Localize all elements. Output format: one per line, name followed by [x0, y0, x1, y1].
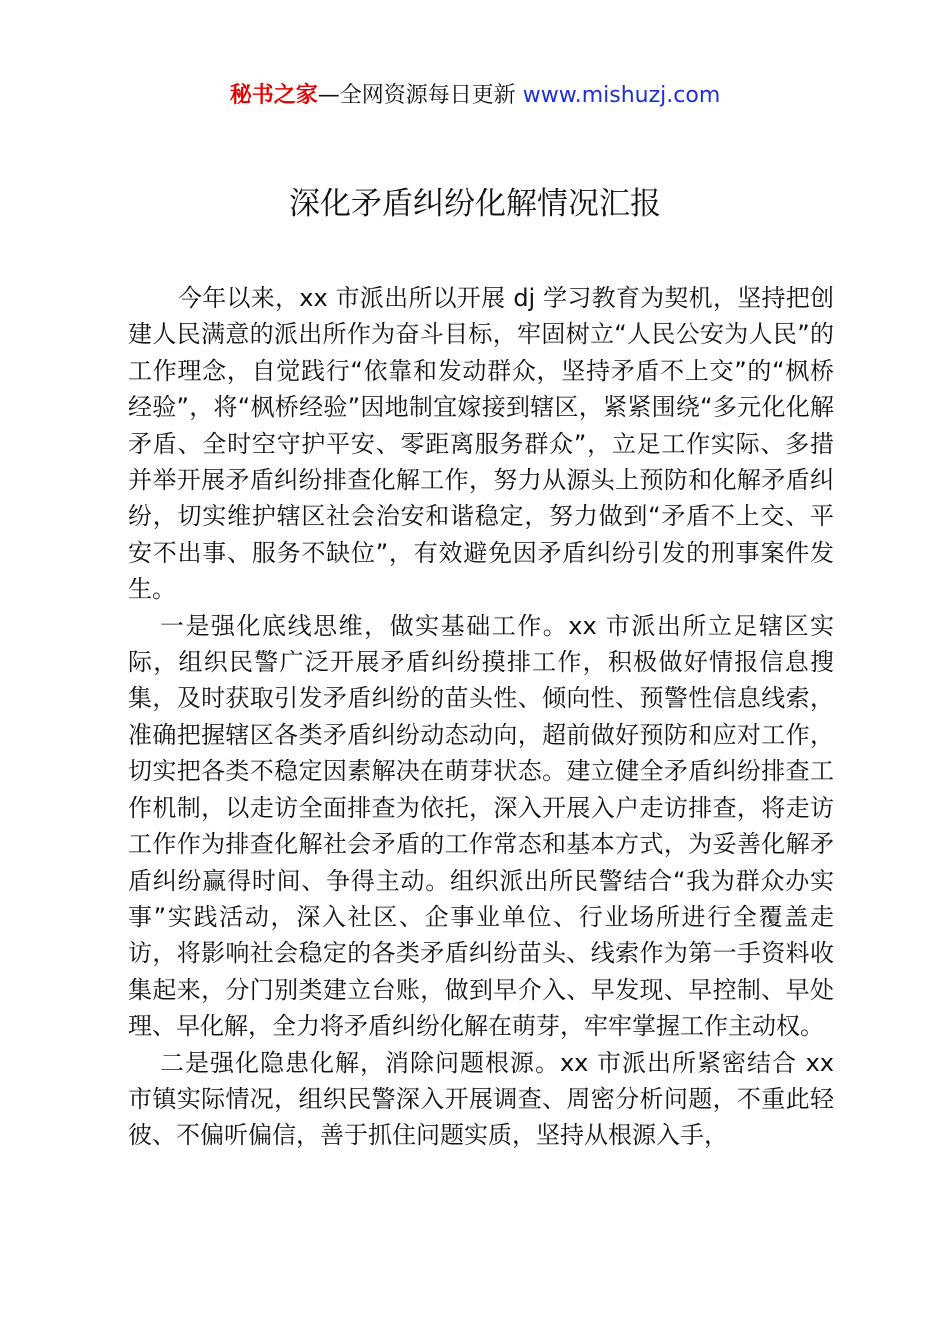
paragraph-point-two [128, 1045, 834, 1154]
paragraph-point-one [128, 608, 834, 1045]
paragraph-text: xx 市派出所立足辖区实际，组织民警广泛开展矛盾纠纷摸排工作，积极做好情报信息搜集，及时获取引发矛盾纠纷的苗头性、倾向性、预警性信息线索，准确把握辖区各类矛盾纠纷动态动向，超前做好预防和应对工作，切实把各类不稳定因素解决在萌芽状态。建立健全矛盾纠纷排查工作机制，以走访全面排查为依托，深入开展入户走访排查，将走访工作作为排查化解社会矛盾的工作常态和基本方式，为妥善化解矛盾纠纷赢得时间、争得主动。组织派出所民警结合“我为群众办实事”实践活动，深入社区、企事业单位、行业场所进行全覆盖走访，将影响社会稳定的各类矛盾纠纷苗头、线索作为第一手资料收集起来，分门别类建立台账，做到早介入、早发现、早控制、早处理、早化解，全力将矛盾纠纷化解在萌芽，牢牢掌握工作主动权。 [128, 611, 834, 1041]
brand-name: 秘书之家 [229, 83, 318, 108]
paragraph-lead: 一是强化底线思维，做实基础工作。 [160, 611, 569, 640]
document-body [128, 280, 834, 1154]
banner-tagline: —全网资源每日更新 [317, 83, 523, 108]
paragraph-lead: 二是强化隐患化解，消除问题根源。 [160, 1048, 560, 1077]
site-banner [0, 80, 950, 112]
document-title: 深化矛盾纠纷化解情况汇报 [289, 186, 661, 222]
paragraph-text: xx 市派出所紧密结合 xx 市镇实际情况，组织民警深入开展调查、周密分析问题，不重此轻彼、不偏听偏信，善于抓住问题实质，坚持从根源入手， [128, 1048, 834, 1150]
paragraph-intro [128, 280, 834, 608]
site-url-link[interactable]: www.mishuzj.com [522, 83, 721, 108]
paragraph-text: 今年以来，xx 市派出所以开展 dj 学习教育为契机，坚持把创建人民满意的派出所作为奋斗目标，牢固树立“人民公安为人民”的工作理念，自觉践行“依靠和发动群众，坚持矛盾不上交”的“枫桥经验”，将“枫桥经验”因地制宜嫁接到辖区，紧紧围绕“多元化化解矛盾、全时空守护平安、零距离服务群众”，立足工作实际、多措并举开展矛盾纠纷排查化解工作，努力从源头上预防和化解矛盾纠纷，切实维护辖区社会治安和谐稳定，努力做到“矛盾不上交、平安不出事、服务不缺位”，有效避免因矛盾纠纷引发的刑事案件发生。 [128, 284, 834, 604]
